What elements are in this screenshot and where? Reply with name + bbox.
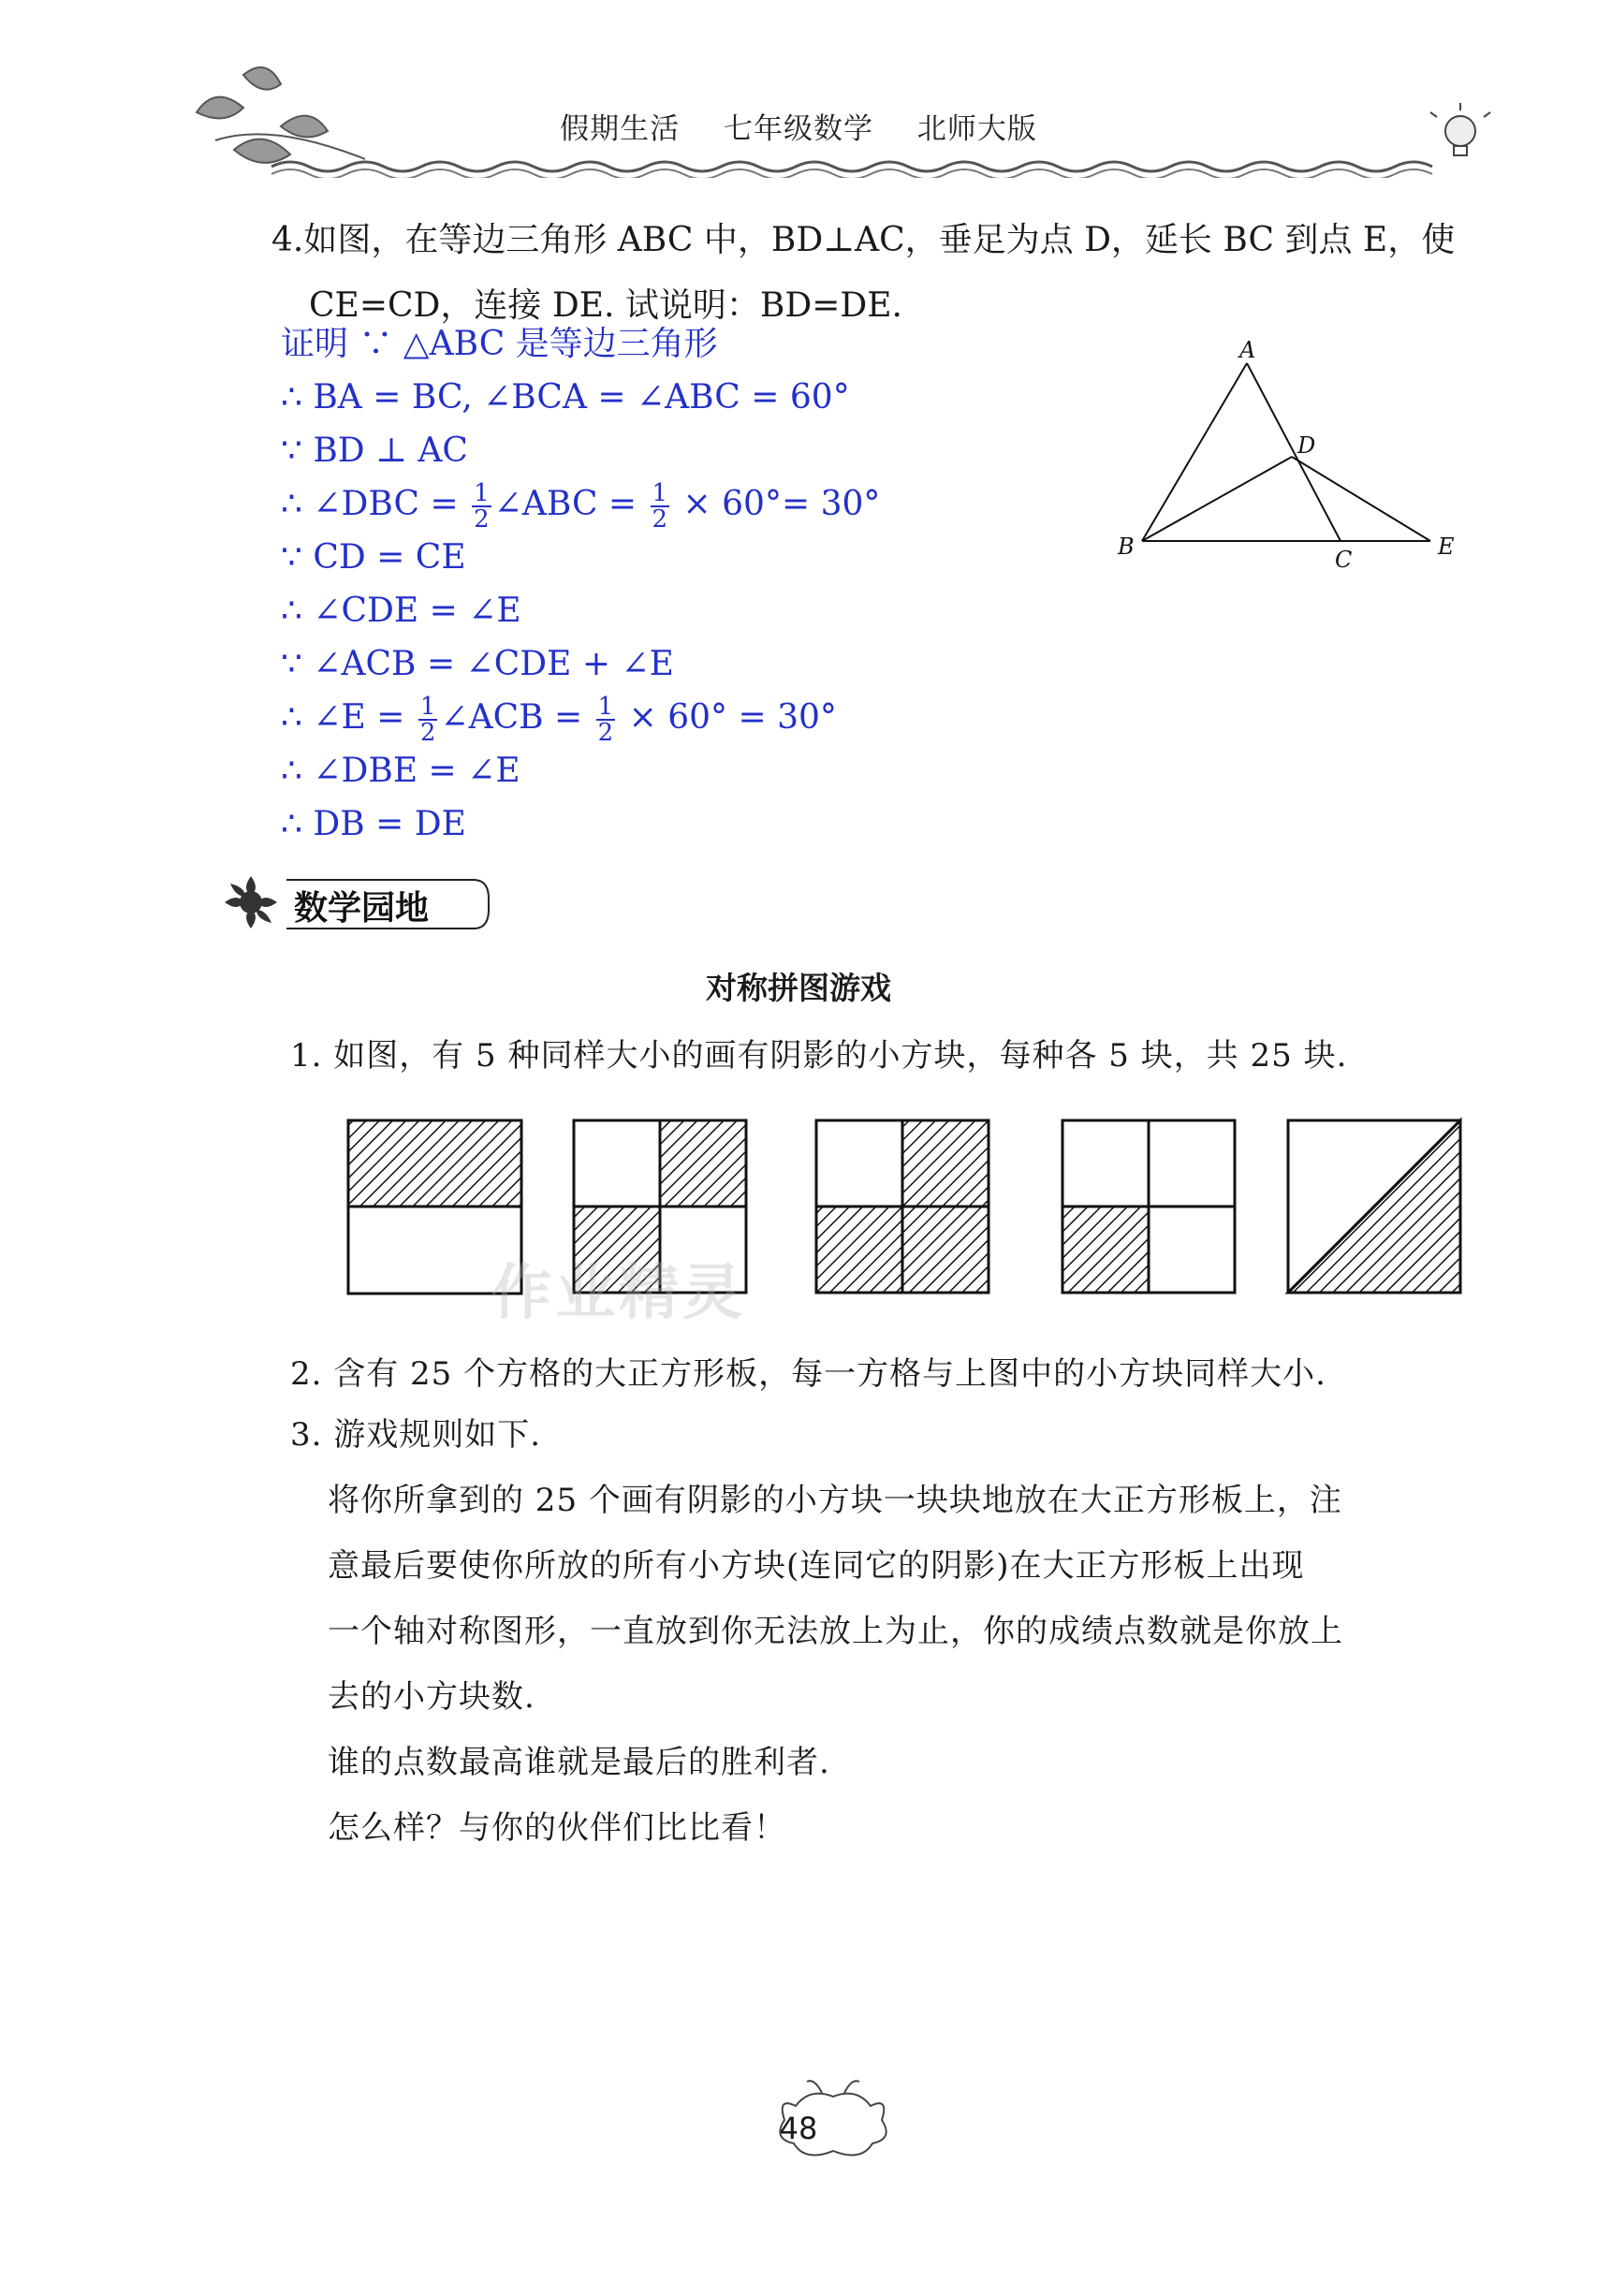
segment-bd (1142, 457, 1292, 541)
flower-icon (225, 876, 277, 929)
rule-1: 1. 如图，有 5 种同样大小的画有阴影的小方块，每种各 5 块，共 25 块. (290, 1037, 1348, 1075)
problem-line-1: 如图，在等边三角形 ABC 中，BD⊥AC，垂足为点 D，延长 BC 到点 E，使 (303, 221, 1456, 259)
proof-line-8-a: ∴ ∠E = (281, 698, 405, 737)
triangle-figure (1105, 337, 1479, 580)
problem-line-2: CE=CD，连接 DE. 试说明：BD=DE. (309, 286, 902, 325)
proof-line-5: ∵ CD = CE (281, 538, 466, 577)
proof-line-4-c: × 60°= 30° (682, 485, 881, 523)
problem-number: 4. (271, 221, 304, 259)
game-title: 对称拼图游戏 (706, 970, 891, 1006)
proof-line-1: 证明 ∵ △ABC 是等边三角形 (281, 325, 718, 363)
fraction-half: $\frac{1}{2}$ (597, 693, 614, 747)
section-banner (212, 870, 492, 936)
rule-2: 2. 含有 25 个方格的大正方形板，每一方格与上图中的小方块同样大小. (290, 1355, 1326, 1393)
rule-3-para-5: 谁的点数最高谁就是最后的胜利者. (328, 1744, 830, 1781)
watermark: 作业精灵 (491, 1259, 746, 1328)
fraction-half: $\frac{1}{2}$ (474, 479, 490, 534)
label-d: D (1297, 432, 1316, 459)
header-title (0, 105, 1597, 147)
tile-4 (1062, 1120, 1235, 1293)
proof-line-8-c: × 60° = 30° (628, 698, 837, 737)
segment-ab (1142, 363, 1247, 541)
proof-line-6: ∴ ∠CDE = ∠E (281, 592, 521, 630)
label-a: A (1239, 337, 1256, 363)
rule-3-para-2: 意最后要使你所放的所有小方块(连同它的阴影)在大正方形板上出现 (328, 1547, 1305, 1585)
segment-de (1292, 457, 1430, 541)
rule-3-para-4: 去的小方块数. (328, 1678, 535, 1716)
tile-3 (816, 1120, 989, 1293)
rule-3: 3. 游戏规则如下. (290, 1416, 542, 1454)
label-c: C (1335, 547, 1353, 573)
proof-line-7: ∵ ∠ACB = ∠CDE + ∠E (281, 645, 674, 683)
proof-line-10: ∴ DB = DE (281, 805, 466, 843)
proof-line-8 (281, 692, 837, 747)
fraction-half: $\frac{1}{2}$ (419, 693, 436, 747)
page-number: 48 (779, 2111, 818, 2146)
proof-line-4-b: ∠ABC = (493, 485, 637, 523)
label-e: E (1438, 534, 1455, 560)
proof-line-4 (281, 478, 881, 534)
section-title: 数学园地 (294, 889, 430, 928)
proof-line-9: ∴ ∠DBE = ∠E (281, 752, 520, 790)
rule-3-para-1: 将你所拿到的 25 个画有阴影的小方块一块块地放在大正方形板上，注 (328, 1482, 1342, 1519)
segment-ac (1247, 363, 1341, 541)
label-b: B (1118, 534, 1135, 560)
fraction-half: $\frac{1}{2}$ (652, 479, 668, 534)
tile-5 (1288, 1120, 1460, 1293)
proof-line-8-b: ∠ACB = (440, 698, 583, 737)
proof-line-4-a: ∴ ∠DBC = (281, 485, 459, 523)
header-edition: 北师大版 (916, 112, 1037, 146)
header-series: 假期生活 (560, 112, 681, 146)
rule-3-para-3: 一个轴对称图形，一直放到你无法放上为止，你的成绩点数就是你放上 (328, 1613, 1343, 1650)
header-grade-subject: 七年级数学 (724, 112, 873, 146)
rule-3-para-6: 怎么样？与你的伙伴们比比看！ (328, 1809, 786, 1847)
proof-line-2: ∴ BA = BC, ∠BCA = ∠ABC = 60° (281, 378, 850, 417)
proof-line-3: ∵ BD ⊥ AC (281, 431, 468, 470)
